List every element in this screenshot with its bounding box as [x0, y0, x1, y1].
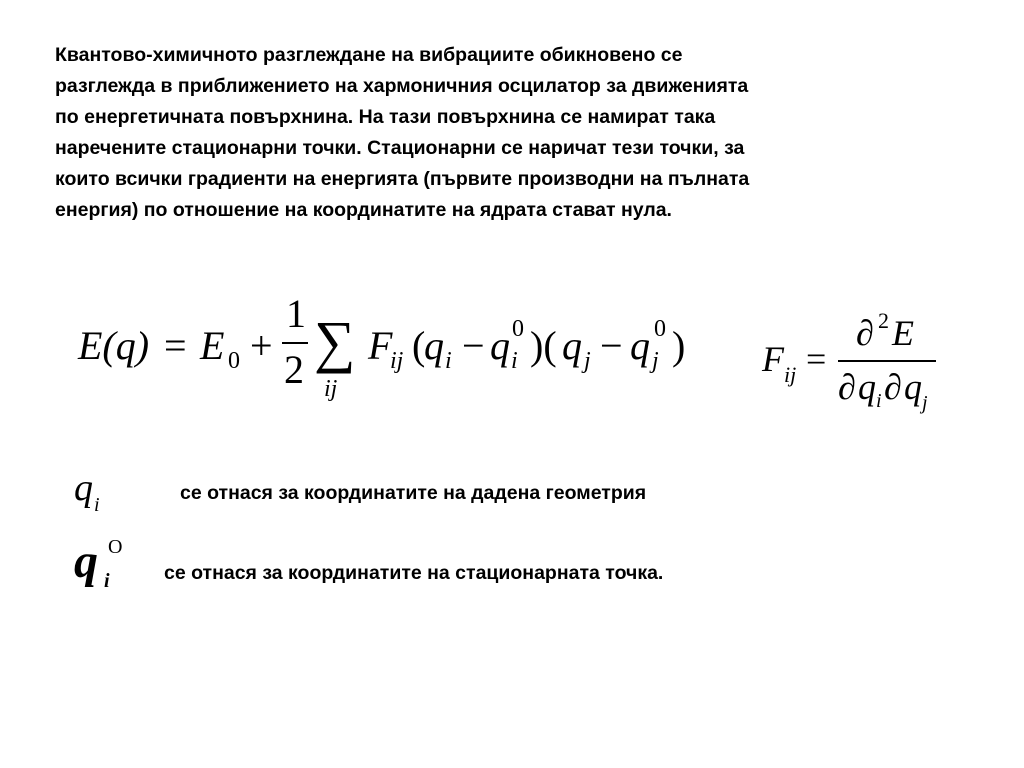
definition-qi-subscript: i — [94, 494, 100, 516]
qj0-superscript: 0 — [654, 316, 666, 342]
qi0-symbol: q — [490, 323, 510, 368]
intro-line-3: по енергетичната повърхнина. На тази повърхнина се намират така — [55, 106, 716, 128]
denominator-q1: q — [858, 367, 876, 407]
minus-sign-2: − — [600, 323, 623, 368]
definition-qi-symbol: q — [74, 467, 93, 509]
numerator-partial: ∂ — [856, 313, 874, 353]
intro-paragraph — [55, 40, 985, 226]
intro-line-5: които всички градиенти на енергията (първите производни на пълната — [55, 168, 750, 190]
force-f-subscript: ij — [784, 362, 797, 387]
qj-symbol: q — [562, 323, 582, 368]
definition-qi0-subscript: i — [104, 570, 110, 592]
qi-symbol: q — [424, 323, 444, 368]
energy-lhs: E(q) — [78, 323, 150, 368]
intro-line-1: Квантово-химичното разглеждане на вибрациите обикновено се — [55, 44, 683, 66]
denominator-q2: q — [904, 367, 922, 407]
intro-line-2: разглежда в приближението на хармоничния осцилатор за движенията — [55, 75, 749, 97]
equals-sign: = — [164, 323, 187, 368]
e0-subscript: 0 — [228, 348, 240, 374]
definition-qi0-symbol: q — [74, 535, 96, 588]
qi-subscript: i — [445, 348, 452, 374]
paren-middle: )( — [530, 323, 557, 368]
summation-index: ij — [324, 376, 338, 402]
definition-qi-text: се отнася за координатите на дадена геометрия — [180, 482, 647, 504]
f-subscript: ij — [390, 348, 404, 374]
fraction-denominator: 2 — [284, 347, 304, 392]
plus-sign: + — [250, 323, 273, 368]
qi0-superscript: 0 — [512, 316, 524, 342]
paren-close: ) — [672, 323, 686, 368]
summation-symbol: ∑ — [314, 309, 356, 374]
energy-expansion-equation — [78, 292, 718, 402]
denominator-partial-2: ∂ — [884, 367, 902, 407]
definition-qi0-superscript: O — [108, 536, 123, 558]
fraction-numerator: 1 — [286, 291, 306, 336]
force-fraction-bar — [838, 360, 936, 362]
qj0-subscript: j — [652, 348, 659, 374]
numerator-e: E — [892, 313, 914, 353]
force-constant-equation — [760, 308, 970, 418]
force-f-symbol: F — [762, 339, 784, 379]
denominator-partial-1: ∂ — [838, 367, 856, 407]
force-equals-sign: = — [806, 339, 827, 379]
intro-line-4: наречените стационарни точки. Стационарни се наричат тези точки, за — [55, 137, 745, 159]
numerator-power: 2 — [878, 308, 889, 333]
denominator-sub2: j — [922, 392, 928, 414]
denominator-sub1: i — [876, 390, 882, 412]
fraction-bar — [282, 342, 308, 344]
qj-subscript: j — [584, 348, 591, 374]
qj0-symbol: q — [630, 323, 650, 368]
intro-line-6: енергия) по отношение на координатите на ядрата стават нула. — [55, 199, 672, 221]
paren-open: ( — [412, 323, 426, 368]
definition-qi0-text: се отнася за координатите на стационарната точка. — [164, 562, 664, 584]
f-symbol: F — [368, 323, 393, 368]
qi0-subscript: i — [511, 348, 518, 374]
minus-sign-1: − — [462, 323, 485, 368]
e0-symbol: E — [200, 323, 225, 368]
